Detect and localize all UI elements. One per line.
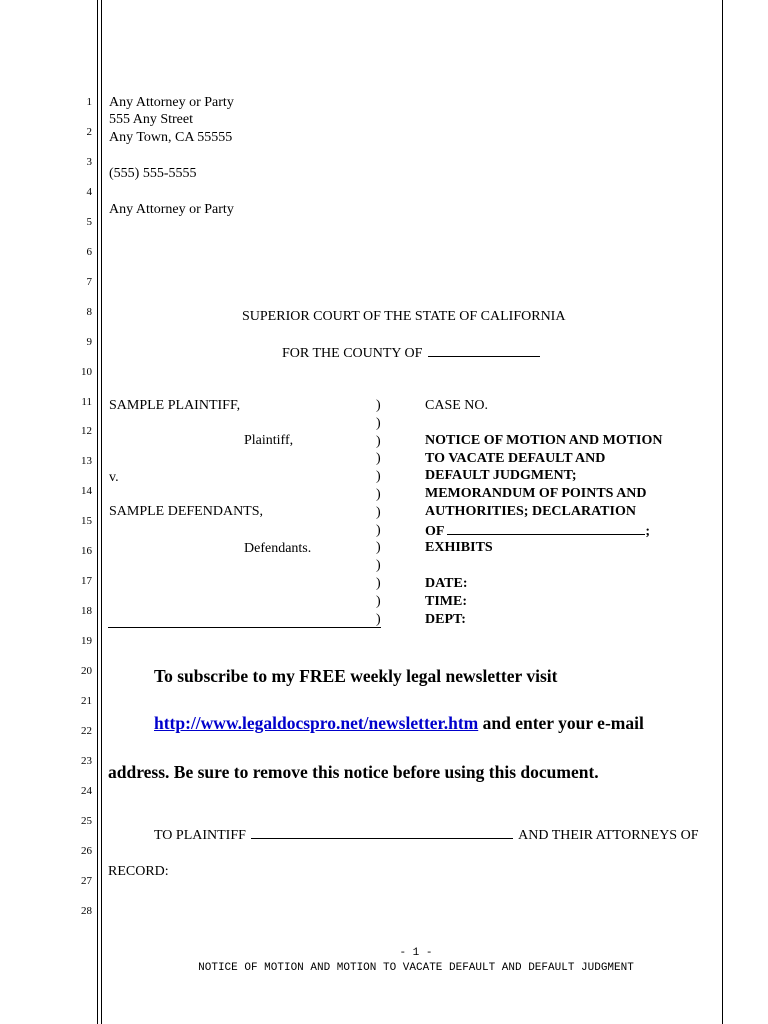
line-number: 23 xyxy=(81,754,92,767)
line-number: 14 xyxy=(81,485,92,498)
of-label: OF xyxy=(425,524,444,539)
line-number: 16 xyxy=(81,545,92,558)
caption-paren: ) xyxy=(376,593,381,609)
attorneys-of-label: AND THEIR ATTORNEYS OF xyxy=(518,828,699,843)
line-number: 15 xyxy=(81,515,92,528)
left-margin-rule-outer xyxy=(97,0,98,1024)
line-number: 22 xyxy=(81,724,92,737)
line-number: 27 xyxy=(81,874,92,887)
right-margin-rule xyxy=(722,0,723,1024)
line-number: 21 xyxy=(81,695,92,707)
line-number: 5 xyxy=(86,215,92,228)
caption-paren: ) xyxy=(376,576,381,591)
line-number: 28 xyxy=(81,904,92,917)
plaintiff-role: Plaintiff, xyxy=(244,433,294,448)
line-number: 17 xyxy=(81,575,92,588)
page-number: - 1 - xyxy=(399,947,433,959)
notice-line-3: address. Be sure to remove this notice before using this document. xyxy=(108,762,599,782)
line-number: 2 xyxy=(86,125,92,138)
defendant-role: Defendants. xyxy=(244,541,312,556)
hearing-dept-label: DEPT: xyxy=(425,612,466,627)
motion-title-line-5: AUTHORITIES; DECLARATION xyxy=(425,504,636,519)
case-number-label: CASE NO. xyxy=(425,398,489,413)
caption-paren: ) xyxy=(376,451,381,467)
to-plaintiff-line xyxy=(154,826,699,844)
line-number: 3 xyxy=(86,155,92,168)
attorney-street: 555 Any Street xyxy=(109,112,193,127)
caption-paren: ) xyxy=(376,522,381,538)
court-name: SUPERIOR COURT OF THE STATE OF CALIFORNIA xyxy=(242,309,566,324)
county-label: FOR THE COUNTY OF xyxy=(282,346,423,361)
footer-title: NOTICE OF MOTION AND MOTION TO VACATE DEFAULT AND DEFAULT JUDGMENT xyxy=(198,962,634,974)
attorney-for: Any Attorney or Party xyxy=(109,202,234,217)
plaintiff-blank xyxy=(251,826,513,839)
caption-paren: ) xyxy=(376,398,381,413)
line-number: 19 xyxy=(81,635,92,648)
line-number: 12 xyxy=(81,425,92,438)
to-plaintiff-label: TO PLAINTIFF xyxy=(154,828,246,843)
line-number: 24 xyxy=(81,784,92,797)
plaintiff-name: SAMPLE PLAINTIFF, xyxy=(109,398,241,413)
motion-title-line-3: DEFAULT JUDGMENT; xyxy=(425,468,577,483)
motion-title-line-4: MEMORANDUM OF POINTS AND xyxy=(425,486,647,501)
line-number: 1 xyxy=(86,96,92,108)
notice-line-1: To subscribe to my FREE weekly legal newsletter visit xyxy=(154,666,558,686)
notice-line-2 xyxy=(154,713,644,734)
caption-paren: ) xyxy=(376,611,381,627)
caption-paren: ) xyxy=(376,558,381,574)
versus: v. xyxy=(109,470,119,485)
newsletter-link[interactable]: http://www.legaldocspro.net/newsletter.htm xyxy=(154,713,479,733)
line-number: 6 xyxy=(86,245,92,258)
line-number: 13 xyxy=(81,455,92,468)
line-number: 20 xyxy=(81,665,92,678)
caption-paren: ) xyxy=(376,487,381,502)
attorney-city: Any Town, CA 55555 xyxy=(109,130,233,145)
line-number: 18 xyxy=(81,605,92,618)
exhibits-label: EXHIBITS xyxy=(425,540,493,555)
attorney-phone: (555) 555-5555 xyxy=(109,166,197,181)
caption-paren: ) xyxy=(376,433,381,449)
county-blank xyxy=(428,344,540,357)
caption-bottom-line xyxy=(108,627,381,628)
line-number: 10 xyxy=(81,365,92,378)
caption-paren: ) xyxy=(376,540,381,556)
hearing-date-label: DATE: xyxy=(425,576,468,591)
line-number: 25 xyxy=(81,814,92,827)
line-number: 9 xyxy=(86,335,92,348)
line-number: 26 xyxy=(81,844,92,857)
line-number: 4 xyxy=(86,185,92,198)
court-county xyxy=(282,344,540,362)
line-number: 7 xyxy=(86,275,92,288)
line-number: 8 xyxy=(86,305,92,318)
hearing-time-label: TIME: xyxy=(425,594,467,609)
line-number: 11 xyxy=(81,395,92,408)
caption-paren: ) xyxy=(376,504,381,520)
notice-line-2-rest: and enter your e-mail xyxy=(478,713,644,733)
defendant-name: SAMPLE DEFENDANTS, xyxy=(109,504,264,519)
record-label: RECORD: xyxy=(108,864,169,879)
attorney-name: Any Attorney or Party xyxy=(109,95,234,110)
caption-paren: ) xyxy=(376,415,381,431)
declaration-of xyxy=(425,522,650,540)
left-margin-rule-inner xyxy=(101,0,102,1024)
motion-title-line-2: TO VACATE DEFAULT AND xyxy=(425,451,606,466)
caption-paren: ) xyxy=(376,469,381,485)
of-semicolon: ; xyxy=(645,524,651,539)
declarant-blank xyxy=(447,522,645,535)
motion-title-line-1: NOTICE OF MOTION AND MOTION xyxy=(425,433,663,448)
